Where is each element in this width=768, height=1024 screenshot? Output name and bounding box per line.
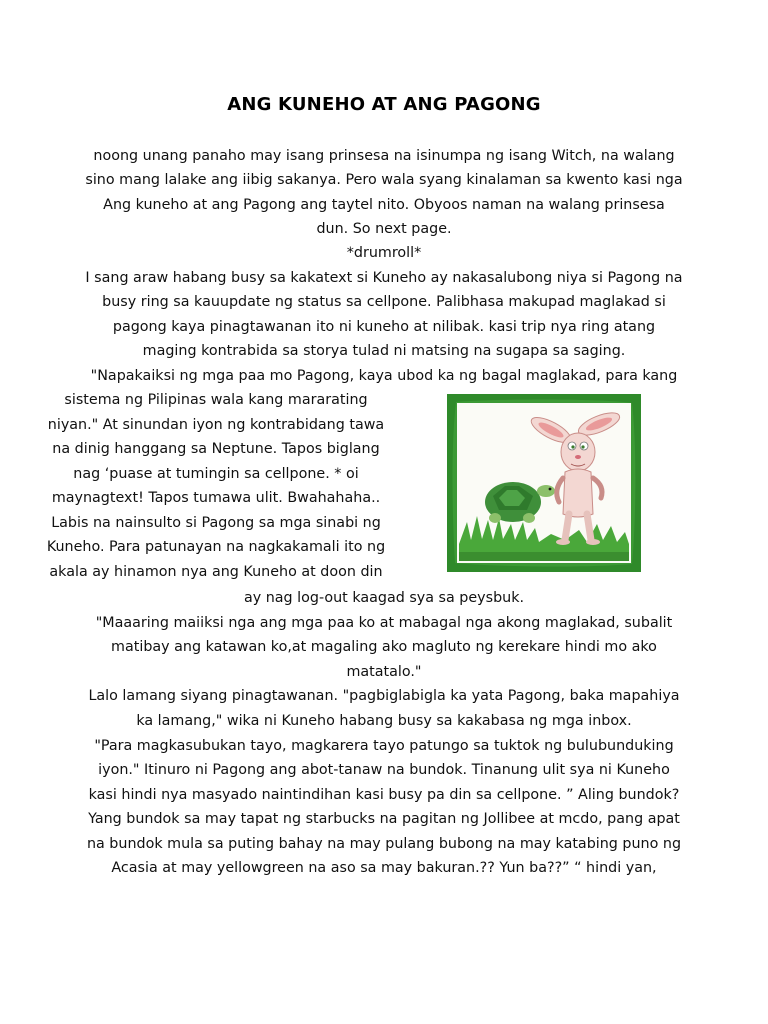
text-line: maynagtext! Tapos tumawa ulit. Bwahahaha.. bbox=[51, 490, 381, 506]
text-line: Labis na nainsulto si Pagong sa mga sinabi ng bbox=[51, 515, 381, 531]
text-line: I sang araw habang busy sa kakatext si Kuneho ay nakasalubong niya si Pagong na bbox=[85, 270, 683, 286]
rabbit-and-turtle-illustration bbox=[447, 394, 641, 572]
text-line: *drumroll* bbox=[346, 245, 422, 261]
text-line: ay nag log-out kaagad sya sa peysbuk. bbox=[243, 590, 525, 606]
text-line: ka lamang," wika ni Kuneho habang busy sa kakabasa ng mga inbox. bbox=[136, 713, 632, 729]
text-line: sino mang lalake ang iibig sakanya. Pero wala syang kinalaman sa kwento kasi nga bbox=[85, 172, 683, 188]
text-line: sistema ng Pilipinas wala kang mararating bbox=[64, 392, 368, 408]
text-line: niyan." At sinundan iyon ng kontrabidang tawa bbox=[47, 417, 385, 433]
text-line: nag ‘puase at tumingin sa cellpone. * oi bbox=[73, 466, 359, 482]
text-line: "Para magkasubukan tayo, magkarera tayo patungo sa tuktok ng bulubunduking bbox=[94, 738, 674, 754]
text-line: Lalo lamang siyang pinagtawanan. "pagbiglabigla ka yata Pagong, baka mapahiya bbox=[88, 688, 680, 704]
text-line: Acasia at may yellowgreen na aso sa may bakuran.?? Yun ba??” “ hindi yan, bbox=[111, 860, 657, 876]
text-line: noong unang panaho may isang prinsesa na isinumpa ng isang Witch, na walang bbox=[93, 148, 675, 164]
text-line: dun. So next page. bbox=[316, 221, 452, 237]
text-line: Yang bundok sa may tapat ng starbucks na pagitan ng Jollibee at mcdo, pang apat bbox=[88, 811, 680, 827]
text-line: akala ay hinamon nya ang Kuneho at doon din bbox=[49, 564, 383, 580]
text-line: busy ring sa kauupdate ng status sa cellpone. Palibhasa makupad maglakad si bbox=[102, 294, 666, 310]
text-line: iyon." Itinuro ni Pagong ang abot-tanaw na bundok. Tinanung ulit sya ni Kuneho bbox=[98, 762, 670, 778]
text-line: na dinig hanggang sa Neptune. Tapos biglang bbox=[52, 441, 380, 457]
text-line: "Napakaiksi ng mga paa mo Pagong, kaya ubod ka ng bagal maglakad, para kang bbox=[90, 368, 678, 384]
text-line: matatalo." bbox=[346, 664, 422, 680]
text-line: Kuneho. Para patunayan na nagkakamali ito ng bbox=[46, 539, 386, 555]
text-line: kasi hindi nya masyado naintindihan kasi busy pa din sa cellpone. ” Aling bundok? bbox=[88, 787, 680, 803]
text-line: pagong kaya pinagtawanan ito ni kuneho at nilibak. kasi trip nya ring atang bbox=[112, 319, 656, 335]
text-line: matibay ang katawan ko,at magaling ako magluto ng kerekare hindi mo ako bbox=[111, 639, 657, 655]
text-line: Ang kuneho at ang Pagong ang taytel nito. Obyoos naman na walang prinsesa bbox=[103, 197, 665, 213]
document-title: ANG KUNEHO AT ANG PAGONG bbox=[227, 94, 541, 115]
text-line: na bundok mula sa puting bahay na may pulang bubong na may katabing puno ng bbox=[86, 836, 682, 852]
text-line: "Maaaring maiiksi nga ang mga paa ko at mabagal nga akong maglakad, subalit bbox=[95, 615, 673, 631]
text-line: maging kontrabida sa storya tulad ni matsing na sugapa sa saging. bbox=[142, 343, 626, 359]
